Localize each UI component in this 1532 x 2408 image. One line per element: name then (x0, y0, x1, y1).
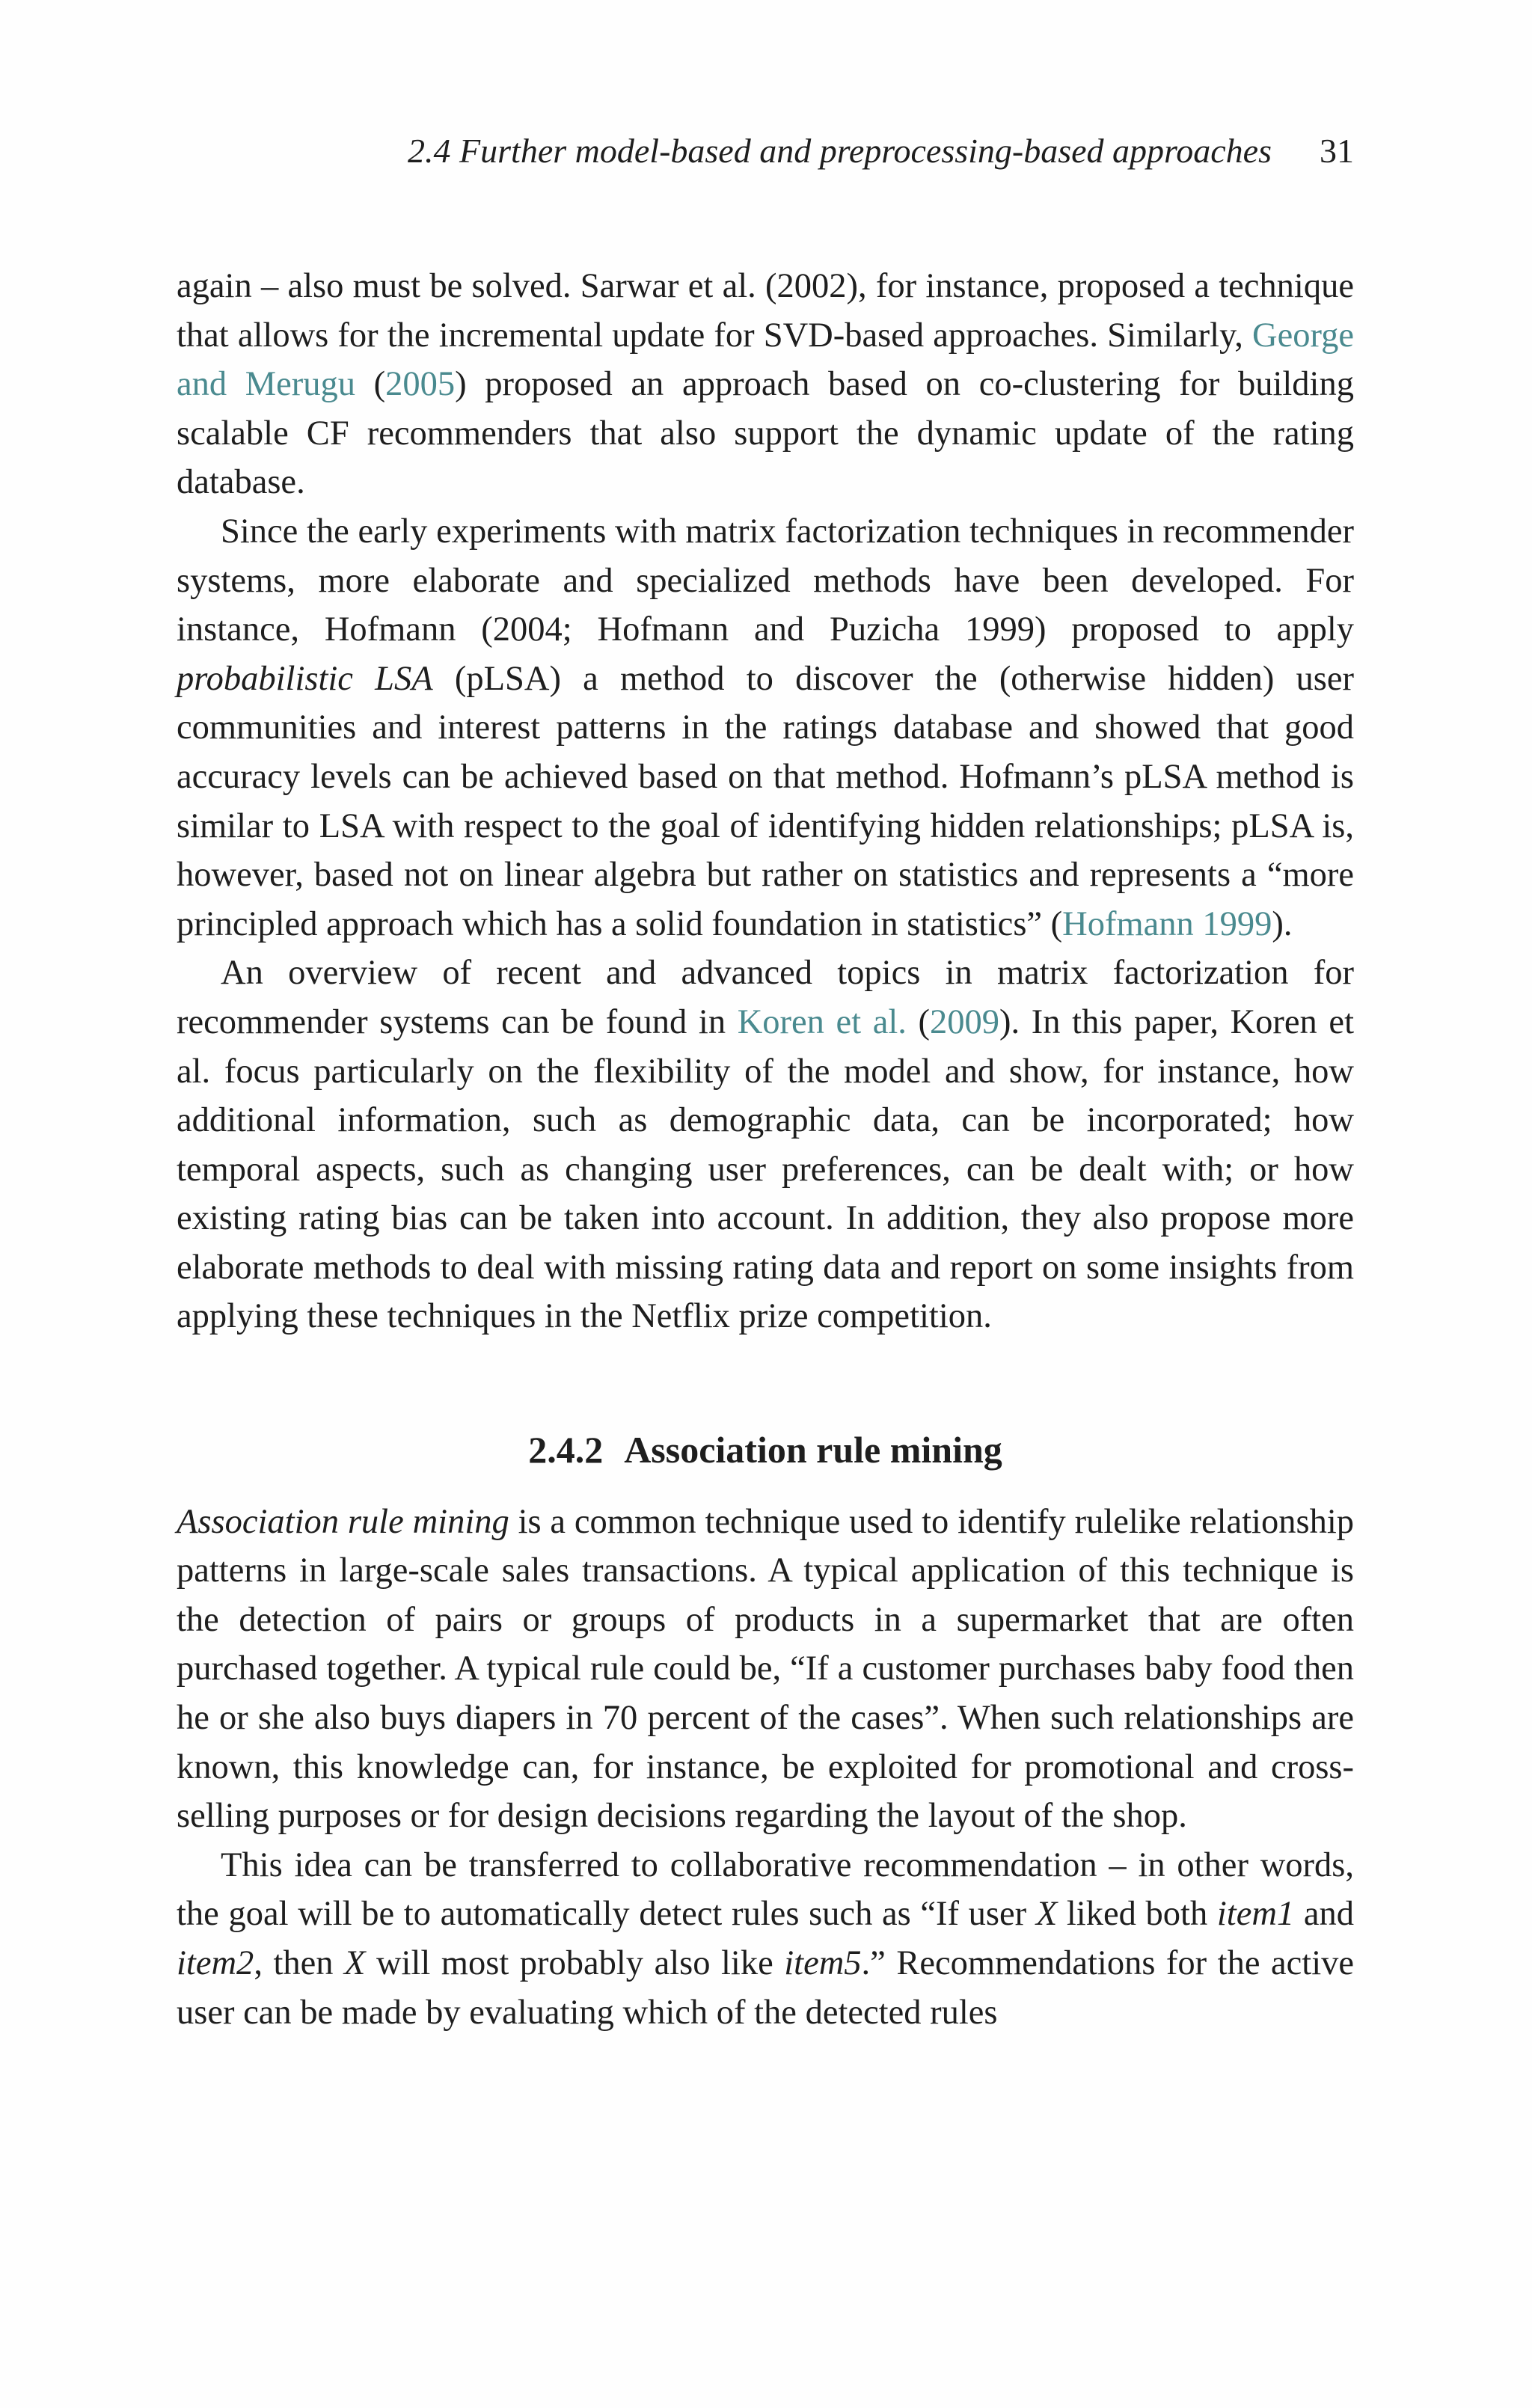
paragraph-plsa (177, 507, 1354, 949)
text-span: will most probably also like (365, 1944, 785, 1982)
citation-link-2009[interactable]: 2009 (930, 1002, 1000, 1041)
citation-link-george-merugu[interactable]: George and Merugu (177, 316, 1354, 404)
citation-link-2005[interactable]: 2005 (385, 365, 456, 404)
page-number: 31 (1320, 132, 1354, 170)
text-span: ) proposed an approach based on co-clustering for building scalable CF recommenders that also support the dynamic update of the rating database. (177, 365, 1354, 502)
section-number: 2.4.2 (528, 1429, 604, 1471)
emphasis-association-rule-mining: Association rule mining (177, 1502, 509, 1541)
running-title: 2.4 Further model-based and preprocessing-based approaches (408, 132, 1272, 170)
emphasis-item1: item1 (1216, 1895, 1295, 1934)
text-span: Since the early experiments with matrix factorization techniques in recommender systems, more elaborate and specialized methods have been developed. For instance, Hofmann (2004; Hofmann and Puzicha 1999) proposed to apply (177, 512, 1354, 649)
emphasis-item2: item2 (177, 1944, 254, 1982)
text-span: An overview of recent and advanced topics in matrix factorization for recommender systems can be found in (177, 954, 1354, 1041)
paragraph-association-rules-intro (177, 1498, 1354, 1841)
text-span: This idea can be transferred to collaborative recommendation – in other words, the goal will be to automatically detect rules such as “If user (177, 1845, 1354, 1934)
citation-link-koren-et-al[interactable]: Koren et al. (737, 1002, 907, 1041)
text-span: ). (1272, 904, 1293, 943)
citation-link-hofmann-1999[interactable]: Hofmann 1999 (1062, 904, 1272, 943)
text-span: again – also must be solved. Sarwar et al. (2002), for instance, proposed a technique that allows for the incremental update for SVD-based approaches. Similarly, (177, 267, 1354, 355)
text-span: is a common technique used to identify rulelike relationship patterns in large-scale sales transactions. A typical application of this technique is the detection of pairs or groups of products in a supermarket that are often purchased together. A typical rule could be, “If a customer purchases baby food then he or she also buys diapers in 70 percent of the cases”. When such relationships are known, this knowledge can, for instance, be exploited for promotional and cross-selling purposes or for design decisions regarding the layout of the shop. (177, 1502, 1354, 1836)
paragraph-collaborative-rules (177, 1841, 1354, 2037)
section-heading (177, 1341, 1354, 1498)
emphasis-user-x: X (1035, 1895, 1058, 1934)
text-span: ( (906, 1002, 931, 1041)
text-span: and (1294, 1895, 1354, 1934)
section-title: Association rule mining (624, 1429, 1002, 1471)
text-span: ). In this paper, Koren et al. focus particularly on the flexibility of the model and show, for instance, how additional information, such as demographic data, can be incorporated; how temporal aspects, such as changing user preferences, can be dealt with; or how existing rating bias can be taken into account. In addition, they also propose more elaborate methods to deal with missing rating data and report on some insights from applying these techniques in the Netflix prize competition. (177, 1002, 1354, 1336)
emphasis-probabilistic-lsa: probabilistic LSA (177, 659, 433, 698)
text-span: ( (355, 365, 386, 404)
text-span: liked both (1057, 1895, 1217, 1934)
emphasis-item5: item5 (784, 1944, 862, 1982)
body-text (177, 262, 1354, 2037)
text-span: , then (254, 1944, 345, 1982)
emphasis-user-x: X (344, 1944, 366, 1982)
running-header (177, 129, 1354, 174)
text-span: .” Recommendations for the active user can be made by evaluating which of the detected rules (177, 1944, 1354, 2032)
text-span: (pLSA) a method to discover the (otherwise hidden) user communities and interest patterns in the ratings database and showed that good accuracy levels can be achieved based on that method. Hofmann’s pLSA method is similar to LSA with respect to the goal of identifying hidden relationships; pLSA is, however, based not on linear algebra but rather on statistics and represents a “more principled approach which has a solid foundation in statistics” ( (177, 659, 1355, 943)
paragraph-koren-overview (177, 949, 1354, 1341)
paragraph-svd-update (177, 262, 1354, 507)
